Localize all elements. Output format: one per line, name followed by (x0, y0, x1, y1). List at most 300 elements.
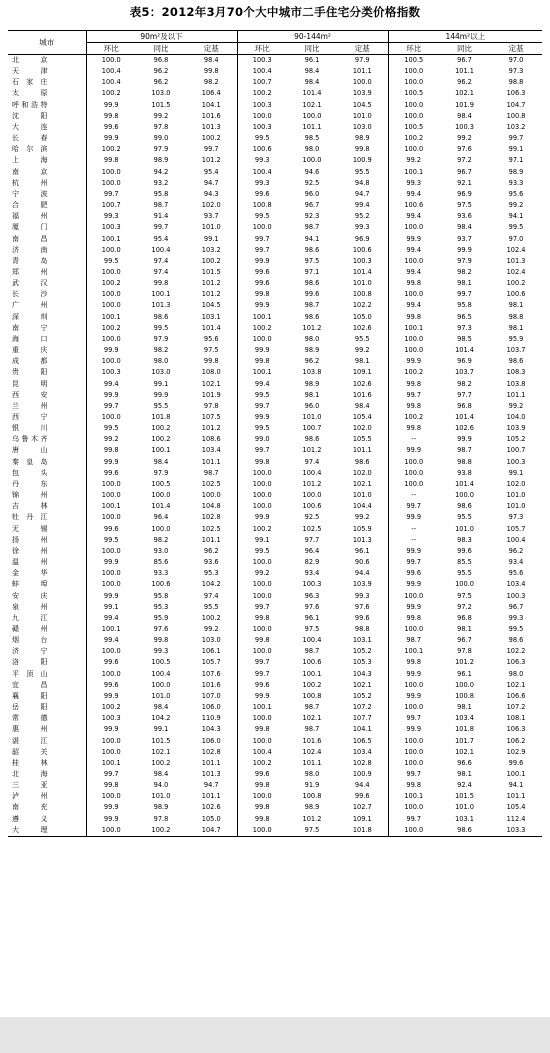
index-value-cell: 100.1 (252, 312, 272, 321)
index-value-cell: 96.7 (457, 636, 472, 645)
index-value-cell: 99.8 (254, 814, 270, 823)
index-value-cell: 99.9 (457, 245, 472, 254)
index-value-cell: 92.3 (304, 212, 320, 221)
city-name-cell: 哈尔滨 (8, 144, 86, 155)
table-row (8, 657, 542, 668)
index-value-cell: 101.4 (302, 89, 322, 98)
index-value-cell: 100.1 (101, 234, 121, 243)
subheader-yoy: 同比 (136, 43, 186, 55)
index-value-cell: 102.6 (337, 379, 388, 390)
table-title: 表5：2012年3月70个大中城市二手住宅分类价格指数 (129, 5, 421, 19)
index-value-cell: 91.9 (304, 781, 320, 790)
table-row (8, 167, 542, 178)
index-value-cell: 100.1 (302, 669, 322, 678)
index-value-cell: 100.0 (404, 334, 424, 343)
city-name-cell: 长沙 (8, 289, 86, 300)
index-value-cell: 103.0 (151, 368, 171, 377)
index-value-cell: 99.8 (153, 636, 169, 645)
index-value-cell: 99.7 (103, 770, 119, 778)
table-row (8, 434, 542, 445)
table-row (8, 624, 542, 635)
index-value-cell: 100.0 (252, 468, 272, 477)
index-value-cell: 101.5 (151, 736, 171, 745)
index-value-cell: 101.1 (186, 457, 237, 468)
index-value-cell: 99.8 (406, 312, 422, 321)
index-value-cell: 94.0 (153, 781, 169, 790)
index-value-cell: 101.0 (506, 502, 526, 511)
city-name-cell: 赣州 (8, 624, 86, 635)
index-value-cell: 99.9 (103, 814, 119, 823)
city-name-cell: 太原 (8, 88, 86, 99)
index-value-cell: 100.6 (506, 290, 526, 299)
index-value-cell: 99.7 (254, 234, 270, 243)
index-value-cell: 100.1 (404, 647, 424, 656)
city-name-cell: 温州 (8, 557, 86, 568)
index-value-cell: 92.5 (304, 178, 320, 187)
index-value-cell: 99.8 (103, 781, 119, 790)
index-value-cell: 105.0 (186, 814, 237, 825)
index-value-cell: 100.0 (388, 825, 439, 837)
index-value-cell: 99.9 (103, 100, 119, 109)
index-value-cell: 100.9 (337, 769, 388, 780)
index-value-cell: 100.6 (337, 245, 388, 256)
index-value-cell: 101.5 (186, 267, 237, 278)
index-value-cell: 94.2 (153, 167, 169, 176)
index-value-cell: 105.2 (337, 691, 388, 702)
index-value-cell: -- (411, 535, 417, 544)
city-name-cell: 西安 (8, 390, 86, 401)
index-value-cell: 99.9 (254, 256, 270, 265)
index-value-cell: 102.9 (506, 747, 526, 756)
index-value-cell: 98.4 (304, 78, 320, 87)
index-value-cell: 100.4 (252, 67, 272, 76)
index-value-cell: 98.0 (153, 357, 169, 366)
index-value-cell: 100.9 (337, 155, 388, 166)
index-value-cell: 100.0 (404, 100, 424, 109)
index-value-cell: 100.0 (101, 669, 121, 678)
index-value-cell: 99.6 (254, 267, 270, 276)
index-value-cell: 97.3 (508, 67, 524, 76)
city-name-cell: 北京 (8, 55, 86, 67)
subheader-yoy: 同比 (439, 43, 490, 55)
table-row (8, 334, 542, 345)
index-value-cell: 100.1 (252, 368, 272, 377)
table-row (8, 312, 542, 323)
index-value-cell: 100.0 (404, 736, 424, 745)
city-name-cell: 郑州 (8, 267, 86, 278)
index-value-cell: 97.8 (153, 122, 169, 131)
index-value-cell: 99.9 (103, 803, 119, 812)
index-value-cell: 95.6 (508, 189, 524, 198)
table-row (8, 814, 542, 825)
index-value-cell: 98.7 (153, 201, 169, 210)
table-body (8, 55, 542, 837)
index-value-cell: 100.4 (101, 78, 121, 87)
index-value-cell: 102.5 (186, 524, 237, 535)
index-value-cell: 101.0 (151, 792, 171, 801)
group-header-large: 144m²以上 (388, 31, 542, 43)
index-value-cell: 100.0 (252, 647, 272, 656)
index-value-cell: 96.7 (457, 56, 472, 64)
index-value-cell: 99.6 (254, 189, 270, 198)
index-value-cell: 97.3 (457, 323, 472, 332)
index-value-cell: 100.0 (337, 77, 388, 88)
index-value-cell: 101.1 (186, 791, 237, 802)
index-value-cell: 99.0 (153, 134, 169, 143)
index-value-cell: 100.5 (404, 89, 424, 98)
index-value-cell: 100.0 (252, 334, 272, 343)
city-name-cell: 深圳 (8, 312, 86, 323)
index-value-cell: 100.0 (101, 56, 121, 64)
index-value-cell: 101.5 (151, 100, 171, 109)
index-value-cell: 100.0 (404, 78, 424, 87)
index-value-cell: 100.0 (252, 792, 272, 801)
table-row (8, 457, 542, 468)
index-value-cell: 100.0 (252, 558, 272, 567)
city-name-cell: 呼和浩特 (8, 100, 86, 111)
index-value-cell: 100.5 (404, 122, 424, 131)
index-value-cell: 98.1 (304, 390, 320, 399)
index-value-cell: 99.8 (254, 357, 270, 366)
index-value-cell: 100.0 (404, 803, 424, 812)
index-value-cell: 99.3 (337, 222, 388, 233)
index-value-cell: 100.0 (252, 111, 272, 120)
index-value-cell: 99.9 (103, 725, 119, 734)
index-value-cell: 110.9 (186, 713, 237, 724)
index-value-cell: 101.4 (455, 413, 474, 421)
table-row (8, 256, 542, 267)
index-value-cell: 106.3 (506, 89, 526, 98)
table-row (8, 646, 542, 657)
index-value-cell: 95.9 (153, 613, 169, 622)
index-value-cell: 100.2 (151, 758, 171, 767)
index-value-cell: 91.4 (153, 212, 169, 221)
table-row (8, 713, 542, 724)
index-value-cell: 99.9 (406, 669, 422, 678)
index-value-cell: 99.2 (508, 201, 524, 210)
index-value-cell: 100.2 (252, 89, 272, 98)
table-row (8, 423, 542, 434)
index-value-cell: 102.2 (506, 647, 526, 656)
index-value-cell: 100.0 (455, 491, 474, 500)
index-value-cell: 99.2 (457, 134, 472, 143)
table-row (8, 512, 542, 523)
index-value-cell: 99.8 (406, 401, 422, 410)
index-value-cell: 100.3 (506, 591, 526, 600)
table-row (8, 702, 542, 713)
index-value-cell: 101.0 (337, 278, 388, 289)
index-value-cell: 98.2 (186, 77, 237, 88)
index-value-cell: 100.3 (302, 580, 322, 589)
index-value-cell: 100.1 (101, 758, 121, 767)
index-value-cell: 100.1 (404, 792, 424, 801)
index-value-cell: 100.0 (252, 223, 272, 232)
index-value-cell: 106.3 (506, 658, 526, 667)
index-value-cell: 99.9 (406, 234, 422, 243)
header-group-row (8, 31, 542, 43)
index-value-cell: 100.6 (252, 145, 272, 154)
table-row (8, 222, 542, 233)
index-value-cell: 97.4 (304, 457, 320, 466)
index-value-cell: 97.4 (153, 267, 169, 276)
index-value-cell: 94.4 (337, 780, 388, 791)
index-value-cell: 99.8 (103, 156, 119, 165)
index-value-cell: 99.8 (186, 66, 237, 77)
index-value-cell: 85.6 (153, 558, 169, 567)
index-value-cell: 100.3 (252, 122, 272, 131)
index-value-cell: 105.0 (337, 312, 388, 323)
index-value-cell: 100.0 (101, 647, 121, 656)
table-row (8, 758, 542, 769)
index-value-cell: 100.3 (252, 56, 272, 64)
table-row (8, 490, 542, 501)
index-value-cell: 98.6 (508, 357, 524, 366)
index-value-cell: 101.3 (186, 122, 237, 133)
table-row (8, 111, 542, 122)
index-value-cell: 101.0 (302, 413, 322, 421)
table-row (8, 468, 542, 479)
city-column-header: 城市 (8, 31, 86, 55)
index-value-cell: 94.1 (508, 781, 524, 790)
index-value-cell: 93.7 (457, 234, 472, 243)
index-value-cell: 100.0 (101, 267, 121, 276)
index-value-cell: 103.2 (186, 245, 237, 256)
index-value-cell: 99.8 (406, 613, 422, 622)
index-value-cell: 92.4 (457, 781, 472, 790)
city-name-cell: 桂林 (8, 758, 86, 769)
index-value-cell: 101.2 (186, 278, 237, 289)
index-value-cell: 101.1 (506, 390, 526, 399)
index-value-cell: 107.5 (186, 412, 237, 423)
index-value-cell: 101.2 (455, 658, 474, 667)
index-value-cell: 99.6 (103, 680, 119, 689)
index-value-cell: 101.3 (186, 769, 237, 780)
index-value-cell: 100.5 (404, 56, 424, 64)
index-value-cell: 96.9 (337, 234, 388, 245)
index-value-cell: 99.6 (304, 290, 320, 299)
index-value-cell: 98.1 (508, 323, 524, 332)
table-row (8, 77, 542, 88)
index-value-cell: 99.8 (337, 144, 388, 155)
index-value-cell: 97.9 (337, 55, 388, 67)
index-value-cell: 96.2 (153, 78, 169, 87)
table-row (8, 613, 542, 624)
table-row (8, 245, 542, 256)
index-value-cell: 99.8 (254, 613, 270, 622)
index-value-cell: 100.0 (404, 747, 424, 756)
index-value-cell: 96.8 (457, 613, 472, 622)
index-value-cell: 99.8 (254, 725, 270, 734)
table-row (8, 802, 542, 813)
index-value-cell: 100.4 (302, 468, 322, 477)
index-value-cell: 99.6 (254, 279, 270, 288)
index-value-cell: 103.8 (302, 368, 322, 377)
index-value-cell: 99.9 (254, 413, 270, 421)
subheader-mom: 环比 (237, 43, 287, 55)
index-value-cell: 98.2 (457, 379, 472, 388)
table-row (8, 122, 542, 133)
index-value-cell: 99.9 (103, 346, 119, 355)
index-value-cell: 99.9 (103, 457, 119, 466)
table-row (8, 289, 542, 300)
index-value-cell: 99.1 (186, 234, 237, 245)
index-value-cell: 100.0 (101, 491, 121, 500)
table-row (8, 267, 542, 278)
index-value-cell: 103.3 (490, 825, 542, 837)
table-row (8, 144, 542, 155)
index-value-cell: 99.6 (254, 770, 270, 778)
index-value-cell: 101.6 (186, 680, 237, 691)
table-row (8, 780, 542, 791)
index-value-cell: 99.2 (103, 435, 119, 444)
index-value-cell: 99.4 (103, 636, 119, 645)
index-value-cell: 99.8 (254, 803, 270, 812)
index-value-cell: 97.8 (457, 647, 472, 656)
index-value-cell: 94.7 (186, 178, 237, 189)
index-value-cell: 100.0 (252, 502, 272, 511)
table-row (8, 55, 542, 67)
index-value-cell: 100.4 (252, 747, 272, 756)
index-value-cell: 100.0 (252, 714, 272, 723)
index-value-cell: 94.6 (304, 167, 320, 176)
index-value-cell: 100.4 (151, 669, 171, 678)
index-value-cell: 100.7 (302, 424, 322, 433)
index-value-cell: 98.1 (457, 703, 472, 712)
index-value-cell: 101.2 (302, 446, 322, 455)
index-value-cell: 98.6 (508, 636, 524, 645)
index-value-cell: 99.3 (153, 647, 169, 656)
index-value-cell: 95.5 (186, 602, 237, 613)
index-value-cell: 97.9 (153, 145, 169, 154)
page-footer-band (0, 1017, 550, 1053)
index-value-cell: 94.8 (337, 178, 388, 189)
index-value-cell: 106.4 (186, 88, 237, 99)
table-row (8, 524, 542, 535)
index-value-cell: 99.5 (103, 424, 119, 433)
index-value-cell: 102.8 (186, 747, 237, 758)
index-value-cell: 97.3 (508, 513, 524, 522)
index-value-cell: 101.3 (506, 256, 526, 265)
index-value-cell: 99.7 (186, 144, 237, 155)
index-value-cell: 97.9 (153, 334, 169, 343)
index-value-cell: 99.7 (406, 770, 422, 778)
index-value-cell: 100.0 (101, 245, 121, 254)
table-row (8, 669, 542, 680)
index-value-cell: 100.0 (404, 624, 424, 633)
index-value-cell: 100.8 (506, 111, 526, 120)
index-value-cell: 102.0 (337, 423, 388, 434)
index-value-cell: 98.0 (508, 669, 524, 678)
table-row (8, 602, 542, 613)
city-name-cell: 天津 (8, 66, 86, 77)
index-value-cell: 100.0 (404, 145, 424, 154)
index-value-cell: 104.1 (186, 100, 237, 111)
index-value-cell: 99.7 (406, 714, 422, 723)
index-value-cell: 100.6 (302, 502, 322, 511)
index-value-cell: 96.9 (457, 189, 472, 198)
index-value-cell: 99.8 (186, 356, 237, 367)
index-value-cell: 100.0 (101, 357, 121, 366)
index-value-cell: 96.2 (508, 546, 524, 555)
city-name-cell: 惠州 (8, 724, 86, 735)
table-row (8, 345, 542, 356)
city-name-cell: 沈阳 (8, 111, 86, 122)
city-name-cell: 杭州 (8, 178, 86, 189)
city-name-cell: 常德 (8, 713, 86, 724)
index-value-cell: 100.8 (455, 691, 474, 700)
index-value-cell: 96.4 (304, 546, 320, 555)
index-value-cell: 105.9 (337, 524, 388, 535)
index-value-cell: 99.6 (103, 122, 119, 131)
index-value-cell: 100.2 (506, 279, 526, 288)
table-row (8, 479, 542, 490)
index-value-cell: 104.2 (186, 579, 237, 590)
city-name-cell: 湛江 (8, 736, 86, 747)
index-value-cell: 98.7 (304, 647, 320, 656)
index-value-cell: -- (411, 524, 417, 533)
index-value-cell: 98.8 (337, 624, 388, 635)
index-value-cell: 99.7 (406, 558, 422, 567)
index-value-cell: 98.0 (304, 145, 320, 154)
index-value-cell: -- (411, 491, 417, 500)
index-value-cell: 101.4 (186, 323, 237, 334)
index-value-cell: 97.9 (457, 256, 472, 265)
index-value-cell: 105.7 (506, 524, 526, 533)
index-value-cell: 100.0 (404, 457, 424, 466)
index-value-cell: 99.9 (406, 725, 422, 734)
index-value-cell: 99.2 (153, 111, 169, 120)
index-value-cell: 99.2 (508, 401, 524, 410)
index-value-cell: 97.5 (304, 624, 320, 633)
index-value-cell: 101.9 (455, 100, 474, 109)
index-value-cell: 99.9 (254, 301, 270, 310)
index-value-cell: 99.4 (406, 245, 422, 254)
index-value-cell: 98.1 (337, 356, 388, 367)
index-value-cell: 99.9 (103, 134, 119, 143)
index-value-cell: 99.7 (254, 602, 270, 611)
index-value-cell: 100.6 (302, 658, 322, 667)
index-value-cell: 102.0 (506, 479, 526, 488)
index-value-cell: 100.0 (101, 569, 121, 578)
index-value-cell: 99.5 (254, 390, 270, 399)
index-value-cell: 100.2 (404, 368, 424, 377)
index-value-cell: 99.4 (254, 379, 270, 388)
index-value-cell: 103.4 (506, 580, 526, 589)
index-value-cell: 98.4 (304, 67, 320, 76)
index-value-cell: 98.7 (304, 725, 320, 734)
index-value-cell: 98.6 (304, 435, 320, 444)
city-name-cell: 包头 (8, 468, 86, 479)
index-value-cell: 99.1 (103, 602, 119, 611)
index-value-cell: 108.3 (506, 368, 526, 377)
index-value-cell: 106.0 (186, 736, 237, 747)
index-value-cell: 97.6 (304, 602, 320, 611)
index-value-cell: 99.5 (153, 323, 169, 332)
index-value-cell: 96.9 (457, 357, 472, 366)
index-value-cell: 104.7 (506, 100, 526, 109)
index-value-cell: 102.5 (302, 524, 322, 533)
index-value-cell: 100.0 (404, 703, 424, 712)
index-value-cell: 105.7 (186, 657, 237, 668)
city-name-cell: 兰州 (8, 401, 86, 412)
index-value-cell: 101.6 (337, 390, 388, 401)
index-value-cell: 100.0 (455, 680, 474, 689)
table-row (8, 445, 542, 456)
index-value-cell: 99.4 (103, 379, 119, 388)
index-value-cell: 100.1 (101, 502, 121, 511)
city-name-cell: 成都 (8, 356, 86, 367)
index-value-cell: 99.9 (254, 346, 270, 355)
